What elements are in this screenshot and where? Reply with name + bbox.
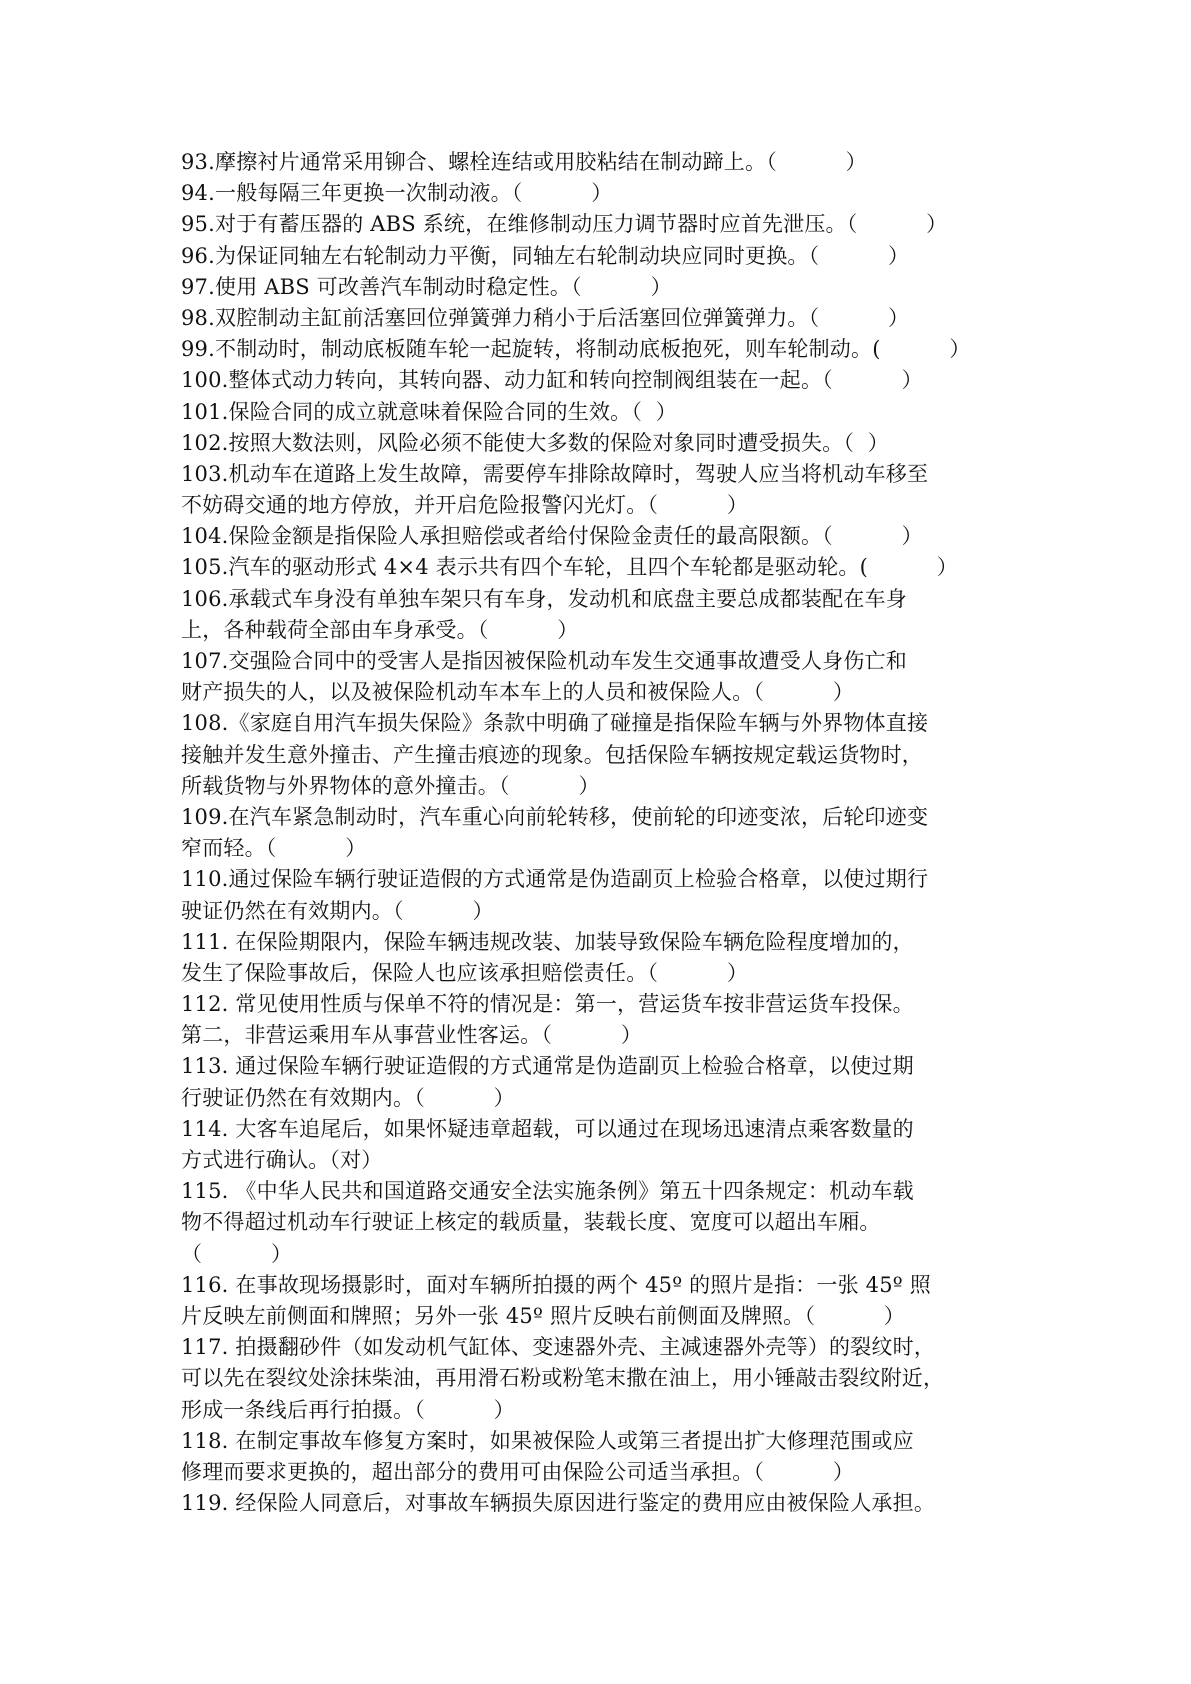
text-line: 物不得超过机动车行驶证上核定的载质量，装载长度、宽度可以超出车厢。 [181, 1210, 881, 1235]
text-line: 财产损失的人，以及被保险机动车本车上的人员和被保险人。（ ） [181, 680, 855, 705]
text-line: 108.《家庭自用汽车损失保险》条款中明确了碰撞是指保险车辆与外界物体直接 [181, 711, 929, 736]
text-line: 可以先在裂纹处涂抹柴油，再用滑石粉或粉笔末撒在油上，用小锤敲击裂纹附近， [181, 1366, 945, 1391]
text-line: 114. 大客车追尾后，如果怀疑违章超载，可以通过在现场迅速清点乘客数量的 [181, 1116, 914, 1141]
text-line: 98.双腔制动主缸前活塞回位弹簧弹力稍小于后活塞回位弹簧弹力。（ ） [181, 305, 910, 330]
text-line: 片反映左前侧面和牌照；另外一张 45º 照片反映右前侧面及牌照。（ ） [181, 1303, 905, 1328]
text-line: 形成一条线后再行拍摄。（ ） [181, 1397, 515, 1422]
text-line: （ ） [181, 1241, 293, 1266]
text-line: 驶证仍然在有效期内。（ ） [181, 898, 494, 923]
text-line: 发生了保险事故后，保险人也应该承担赔偿责任。（ ） [181, 960, 749, 985]
text-line: 118. 在制定事故车修复方案时，如果被保险人或第三者提出扩大修理范围或应 [181, 1428, 914, 1453]
text-line: 99.不制动时，制动底板随车轮一起旋转，将制动底板抱死，则车轮制动。( ） [181, 337, 971, 362]
text-line: 104.保险金额是指保险人承担赔偿或者给付保险金责任的最高限额。（ ） [181, 524, 923, 549]
text-line: 第二，非营运乘用车从事营业性客运。（ ） [181, 1023, 643, 1048]
text-line: 112. 常见使用性质与保单不符的情况是：第一，营运货车按非营运货车投保。 [181, 992, 914, 1017]
text-line: 119. 经保险人同意后，对事故车辆损失原因进行鉴定的费用应由被保险人承担。 [181, 1491, 936, 1516]
text-line: 修理而要求更换的，超出部分的费用可由保险公司适当承担。（ ） [181, 1459, 855, 1484]
text-line: 100.整体式动力转向，其转向器、动力缸和转向控制阀组装在一起。（ ） [181, 368, 923, 393]
text-line: 117. 拍摄翻砂件（如发动机气缸体、变速器外壳、主减速器外壳等）的裂纹时， [181, 1335, 936, 1360]
text-line: 110.通过保险车辆行驶证造假的方式通常是伪造副页上检验合格章，以使过期行 [181, 867, 929, 892]
text-line: 97.使用 ABS 可改善汽车制动时稳定性。（ ） [181, 274, 672, 299]
text-line: 103.机动车在道路上发生故障，需要停车排除故障时，驾驶人应当将机动车移至 [181, 461, 929, 486]
text-line: 116. 在事故现场摄影时，面对车辆所拍摄的两个 45º 的照片是指：一张 45º 照 [181, 1272, 931, 1297]
text-line: 接触并发生意外撞击、产生撞击痕迹的现象。包括保险车辆按规定载运货物时， [181, 742, 923, 767]
text-line: 不妨碍交通的地方停放，并开启危险报警闪光灯。（ ） [181, 493, 749, 518]
text-line: 方式进行确认。（对） [181, 1148, 383, 1172]
text-line: 窄而轻。（ ） [181, 836, 367, 861]
text-line: 101.保险合同的成立就意味着保险合同的生效。（ ） [181, 399, 678, 424]
text-line: 93.摩擦衬片通常采用铆合、螺栓连结或用胶粘结在制动蹄上。（ ） [181, 150, 867, 174]
text-line: 107.交强险合同中的受害人是指因被保险机动车发生交通事故遭受人身伤亡和 [181, 649, 907, 673]
text-line: 106.承载式车身没有单独车架只有车身，发动机和底盘主要总成都装配在车身 [181, 586, 907, 611]
text-line: 上，各种载荷全部由车身承受。（ ） [181, 617, 579, 642]
text-line: 所载货物与外界物体的意外撞击。（ ） [181, 773, 600, 798]
text-line: 111. 在保险期限内，保险车辆违规改装、加装导致保险车辆危险程度增加的， [181, 929, 914, 954]
text-line: 行驶证仍然在有效期内。（ ） [181, 1085, 515, 1110]
text-line: 95.对于有蓄压器的 ABS 系统，在维修制动压力调节器时应首先泄压。（ ） [181, 212, 948, 237]
text-line: 102.按照大数法则，风险必须不能使大多数的保险对象同时遭受损失。（ ） [181, 430, 890, 455]
text-line: 94.一般每隔三年更换一次制动液。（ ） [181, 181, 613, 206]
question-list [181, 147, 1017, 1519]
text-line: 113. 通过保险车辆行驶证造假的方式通常是伪造副页上检验合格章，以使过期 [181, 1054, 914, 1079]
text-line: 96.为保证同轴左右轮制动力平衡，同轴左右轮制动块应同时更换。（ ） [181, 243, 910, 268]
text-line: 109.在汽车紧急制动时，汽车重心向前轮转移，使前轮的印迹变浓，后轮印迹变 [181, 804, 929, 829]
text-line: 115. 《中华人民共和国道路交通安全法实施条例》第五十四条规定：机动车载 [181, 1179, 914, 1204]
text-line: 105.汽车的驱动形式 4×4 表示共有四个车轮，且四个车轮都是驱动轮。( ） [181, 555, 958, 580]
